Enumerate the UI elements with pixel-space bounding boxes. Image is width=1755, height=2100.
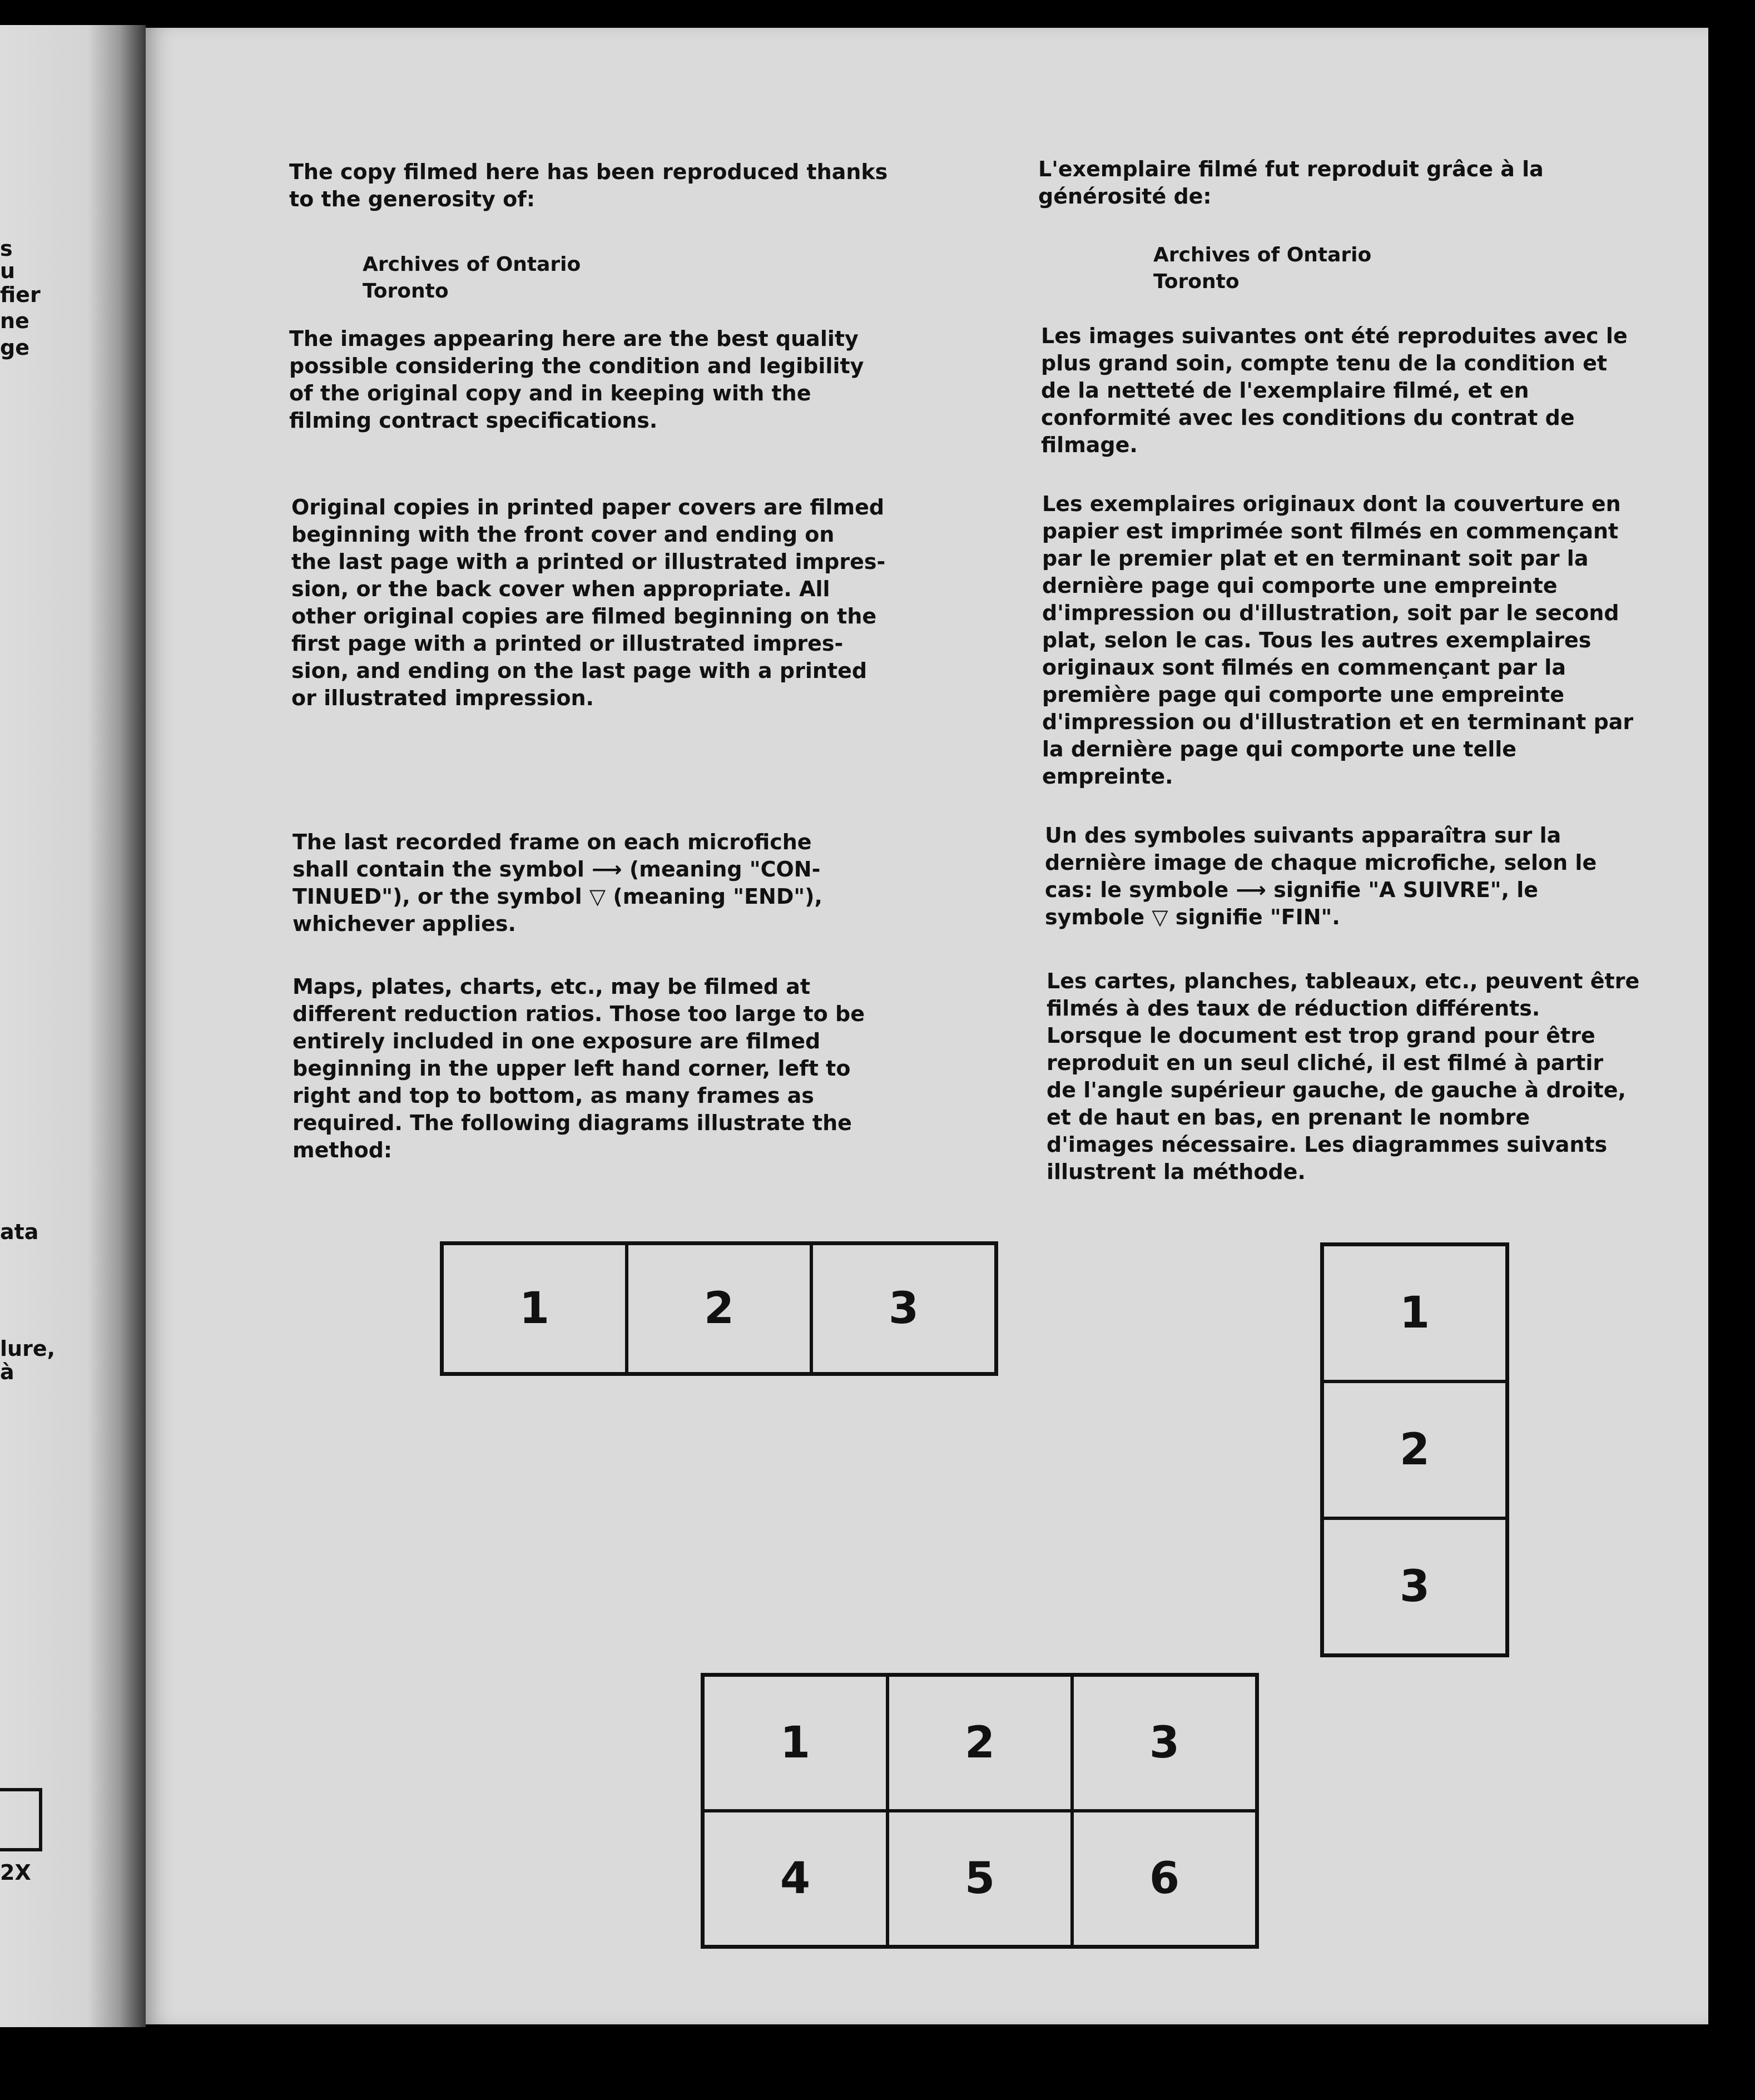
fragment-text: 2X bbox=[0, 1860, 31, 1885]
fragment-text: u bbox=[0, 259, 16, 283]
adjacent-page-fragment bbox=[0, 25, 146, 2027]
frame-cell: 1 bbox=[1322, 1245, 1508, 1382]
frame-cell: 3 bbox=[811, 1244, 997, 1374]
fragment-text: fier bbox=[0, 283, 41, 307]
french-originals: Les exemplaires originaux dont la couverture en papier est imprimée sont filmés en commençant par le premier plat et en terminant soit par la dernière page qui comporte une empreinte d'impression ou d'illustration, soit par le second plat, selon le cas. Tous les autres exemplaires originaux sont filmés en commençant par la première page qui comporte une empreinte d'impression ou d'illustration et en terminant par la dernière page qui comporte une telle empreinte. bbox=[1042, 492, 1634, 789]
frame-cell: 4 bbox=[703, 1811, 888, 1947]
french-symbols: Un des symboles suivants apparaîtra sur la dernière image de chaque microfiche, selon le cas: le symbole ⟶ signifie "A SUIVRE", le symbole ▽ signifie "FIN". bbox=[1045, 823, 1597, 929]
fragment-text: s bbox=[0, 236, 13, 261]
horizontal-frame-diagram bbox=[440, 1241, 998, 1376]
english-archive-city: Toronto bbox=[363, 280, 449, 303]
fragment-text: ata bbox=[0, 1220, 39, 1244]
main-page bbox=[146, 28, 1708, 2024]
english-archive-name: Archives of Ontario bbox=[363, 253, 581, 276]
small-frame-box bbox=[0, 1788, 42, 1851]
english-maps: Maps, plates, charts, etc., may be filmed at different reduction ratios. Those too large to be entirely included in one exposure are filmed beginning in the upper left hand corner, left to right and top to bottom, as many frames as required. The following diagrams illustrate the method: bbox=[292, 974, 865, 1162]
french-quality: Les images suivantes ont été reproduites avec le plus grand soin, compte tenu de la condition et de la netteté de l'exemplaire filmé, et en conformité avec les conditions du contrat de filmage. bbox=[1041, 324, 1628, 457]
french-maps: Les cartes, planches, tableaux, etc., peuvent être filmés à des taux de réduction différents. Lorsque le document est trop grand pour être reproduit en un seul cliché, il est filmé à partir de l'angle supérieur gauche, de gauche à droite, et de haut en bas, en prenant le nombre d'images nécessaire. Les diagrammes suivants illustrent la méthode. bbox=[1047, 969, 1640, 1184]
frame-cell: 1 bbox=[703, 1675, 888, 1811]
english-quality: The images appearing here are the best quality possible considering the condition and legibility of the original copy and in keeping with the filming contract specifications. bbox=[289, 326, 864, 433]
frame-cell: 1 bbox=[442, 1244, 627, 1374]
english-symbols: The last recorded frame on each microfiche shall contain the symbol ⟶ (meaning "CON- TINUED"), or the symbol ▽ (meaning "END"), whichever applies. bbox=[292, 830, 822, 936]
frame-cell: 2 bbox=[888, 1675, 1072, 1811]
frame-cell: 3 bbox=[1072, 1675, 1257, 1811]
frame-cell: 3 bbox=[1322, 1518, 1508, 1656]
fragment-text: lure, bbox=[0, 1336, 56, 1361]
english-originals: Original copies in printed paper covers are filmed beginning with the front cover and ending on the last page with a printed or illustrated impres- sion, or the back cover when appropriate. All other original copies are filmed beginning on the first page with a printed or illustrated impres- sion, and ending on the last page with a printed or illustrated impression. bbox=[291, 495, 886, 710]
fragment-text: ge bbox=[0, 335, 29, 360]
french-archive-city: Toronto bbox=[1153, 270, 1240, 293]
grid-frame-diagram bbox=[701, 1673, 1259, 1949]
frame-cell: 2 bbox=[627, 1244, 811, 1374]
frame-cell: 5 bbox=[888, 1811, 1072, 1947]
french-archive-name: Archives of Ontario bbox=[1153, 244, 1372, 266]
english-intro: The copy filmed here has been reproduced thanks to the generosity of: bbox=[289, 160, 888, 211]
frame-cell: 6 bbox=[1072, 1811, 1257, 1947]
fragment-text: à bbox=[0, 1360, 14, 1384]
frame-cell: 2 bbox=[1322, 1381, 1508, 1518]
vertical-frame-diagram bbox=[1320, 1242, 1509, 1657]
french-intro: L'exemplaire filmé fut reproduit grâce à la générosité de: bbox=[1038, 157, 1544, 209]
fragment-text: ne bbox=[0, 309, 29, 333]
